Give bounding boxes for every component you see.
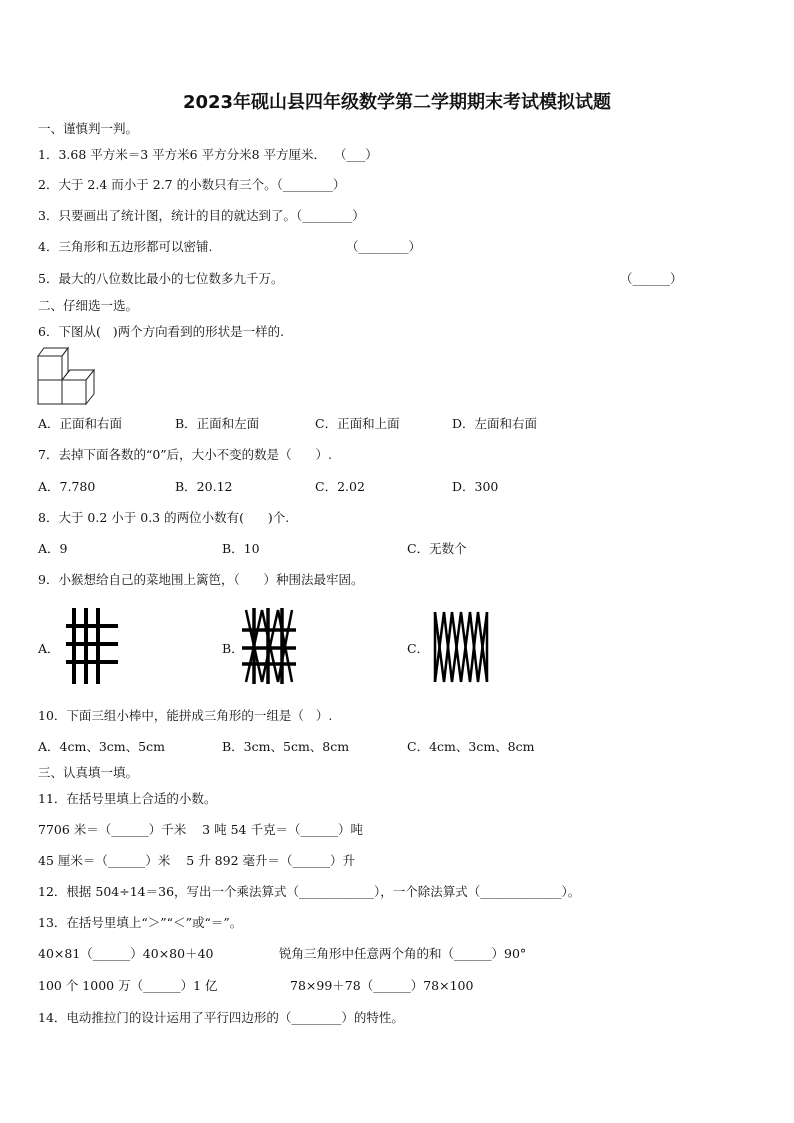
question-5-blank: （______） — [620, 271, 683, 286]
q10-option-c: C．4cm、3cm、8cm — [407, 739, 535, 754]
question-12: 12．根据 504÷14＝36，写出一个乘法算式（____________），一个除法算式（_____________）。 — [38, 884, 581, 899]
question-2: 2．大于 2.4 而小于 2.7 的小数只有三个。（________） — [38, 177, 346, 192]
q6-option-c: C．正面和上面 — [315, 416, 400, 431]
question-4-blank: （________） — [346, 239, 422, 254]
q9-label-c: C． — [407, 641, 430, 656]
question-13-row-2-left: 100 个 1000 万（______）1 亿 — [38, 978, 218, 993]
q7-option-a: A．7.780 — [38, 479, 96, 494]
q6-option-d: D．左面和右面 — [452, 416, 538, 431]
q6-option-b: B．正面和左面 — [175, 416, 260, 431]
question-13-row-1-left: 40×81（______）40×80＋40 — [38, 946, 214, 961]
section1-heading: 一、谨慎判一判。 — [38, 121, 139, 136]
question-5: 5．最大的八位数比最小的七位数多九千万。 — [38, 271, 284, 286]
cube-stack-figure — [36, 346, 108, 408]
q9-label-a: A． — [38, 641, 60, 656]
question-3: 3．只要画出了统计图，统计的目的就达到了。（________） — [38, 208, 365, 223]
fence-grid-diagonal-figure — [240, 606, 298, 686]
question-9: 9．小猴想给自己的菜地围上篱笆，（ ）种围法最牢固。 — [38, 572, 364, 587]
section3-heading: 三、认真填一填。 — [38, 765, 139, 780]
question-8: 8．大于 0.2 小于 0.3 的两位小数有( )个. — [38, 510, 290, 525]
question-14: 14．电动推拉门的设计运用了平行四边形的（________）的特性。 — [38, 1010, 404, 1025]
question-11-row-1: 7706 米＝（______）千米 3 吨 54 千克＝（______）吨 — [38, 822, 363, 837]
section2-heading: 二、仔细选一选。 — [38, 298, 139, 313]
question-13-row-1-right: 锐角三角形中任意两个角的和（______）90° — [279, 946, 527, 961]
q8-option-a: A．9 — [38, 541, 68, 556]
question-11: 11．在括号里填上合适的小数。 — [38, 791, 217, 806]
q7-option-b: B．20.12 — [175, 479, 233, 494]
fence-diamond-figure — [432, 608, 490, 686]
question-11-row-2: 45 厘米＝（______）米 5 升 892 毫升＝（______）升 — [38, 853, 356, 868]
q8-option-c: C．无数个 — [407, 541, 467, 556]
question-13: 13．在括号里填上“＞”“＜”或“＝”。 — [38, 915, 243, 930]
q10-option-b: B．3cm、5cm、8cm — [222, 739, 350, 754]
q7-option-c: C．2.02 — [315, 479, 365, 494]
q8-option-b: B．10 — [222, 541, 260, 556]
question-13-row-2-right: 78×99＋78（______）78×100 — [290, 978, 474, 993]
page-title: 2023年砚山县四年级数学第二学期期末考试模拟试题 — [182, 92, 612, 113]
q10-option-a: A．4cm、3cm、5cm — [38, 739, 165, 754]
question-4: 4．三角形和五边形都可以密铺. — [38, 239, 213, 254]
q6-option-a: A．正面和右面 — [38, 416, 123, 431]
q7-option-d: D．300 — [452, 479, 499, 494]
question-7: 7．去掉下面各数的“0”后，大小不变的数是（ ）. — [38, 447, 333, 462]
q9-label-b: B． — [222, 641, 244, 656]
question-1: 1．3.68 平方米＝3 平方米6 平方分米8 平方厘米． （___） — [38, 147, 378, 162]
question-10: 10．下面三组小棒中，能拼成三角形的一组是（ ）. — [38, 708, 333, 723]
question-6: 6．下图从( )两个方向看到的形状是一样的. — [38, 324, 285, 339]
fence-grid-figure — [64, 606, 120, 686]
